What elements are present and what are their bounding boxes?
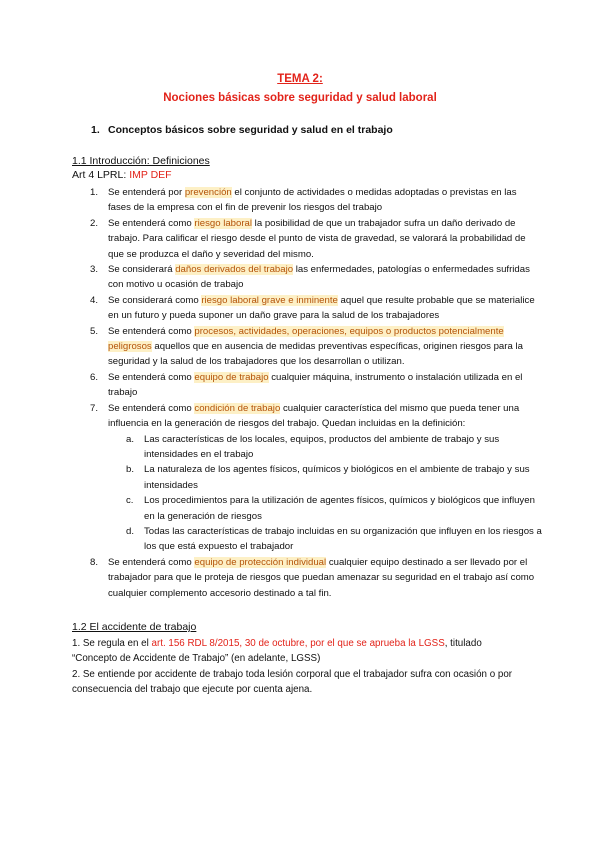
definition-pre: Se entenderá como <box>108 371 195 383</box>
art-line <box>72 169 172 181</box>
definition-text: cualquier característica del mismo que pueda tener una influencia en la generación de riesgos del trabajo. Quedan incluidas en la definición: <box>108 402 520 430</box>
condition-subitem <box>108 524 542 555</box>
definition-pre: Se entenderá como <box>108 217 195 229</box>
definition-term: equipo de trabajo <box>194 371 269 383</box>
definition-text: cualquier máquina, instrumento o instalación utilizada en el trabajo <box>108 371 523 399</box>
definition-number: 6. <box>90 371 99 383</box>
definition-text: aquellos que en ausencia de medidas preventivas específicas, originen riesgos para la seguridad y la salud de los trabajadores que los desarrollan o utilizan. <box>108 341 523 368</box>
intro-heading: 1.1 Introducción: Definiciones <box>72 155 210 167</box>
condition-sublist <box>108 432 542 555</box>
definition-item <box>72 370 542 401</box>
definition-pre: Se entenderá como <box>108 325 195 337</box>
definition-number: 5. <box>90 325 99 337</box>
definition-term: procesos, actividades, operaciones, equipos o productos potencialmente peligrosos <box>108 325 504 353</box>
definition-text: aquel que resulte probable que se materialice en un futuro y pueda suponer un daño grave para la salud de los trabajadores <box>108 294 535 322</box>
definition-item <box>72 262 542 293</box>
definition-number: 1. <box>90 187 99 198</box>
accidente-paragraph-1 <box>72 636 522 667</box>
accidente-body <box>72 636 522 698</box>
p1-pre: 1. Se regula en el <box>72 638 152 649</box>
art-label: Art 4 LPRL: <box>72 169 130 181</box>
definition-number: 7. <box>90 402 99 414</box>
definition-text: cualquier equipo destinado a ser llevado por el trabajador para que le proteja de riesgos que puedan amenazar su seguridad en el trabajo así como cualquier complemento accesorio destinado a tal fin. <box>108 556 535 599</box>
art-tag: IMP DEF <box>129 169 172 181</box>
subitem-letter: c. <box>126 495 134 507</box>
definition-number: 4. <box>90 294 99 306</box>
definition-item <box>72 324 542 370</box>
definition-pre: Se considerará <box>108 264 176 276</box>
definition-text: la posibilidad de que un trabajador sufra un daño derivado de trabajo. Para calificar el riesgo desde el punto de vista de gravedad, se valorará la probabilidad de que se produzca el daño y severidad del mismo. <box>108 217 526 260</box>
definition-pre: Se entenderá por <box>108 187 185 198</box>
subitem-text: Las características de los locales, equipos, productos del ambiente de trabajo y sus intensidades en el trabajo <box>144 433 500 460</box>
p1-post: , titulado “Concepto de Accidente de Trabajo” (en adelante, LGSS) <box>72 638 482 665</box>
definition-text: las enfermedades, patologías o enfermedades sufridas con motivo u ocasión de trabajo <box>108 264 530 291</box>
tema-subtitle: Nociones básicas sobre seguridad y salud laboral <box>163 92 437 104</box>
subitem-text: Todas las características de trabajo incluidas en su organización que influyen en los riesgos a los que está expuesto el trabajador <box>144 525 542 553</box>
definition-term: riesgo laboral <box>194 217 253 229</box>
subitem-text: Los procedimientos para la utilización de agentes físicos, químicos y biológicos que influyen en la generación de riesgos <box>144 495 535 522</box>
subitem-letter: d. <box>126 525 135 537</box>
definition-item <box>72 555 542 601</box>
condition-subitem <box>108 462 542 493</box>
definition-pre: Se entenderá como <box>108 402 195 414</box>
definitions-list <box>72 185 542 601</box>
definition-number: 3. <box>90 264 99 276</box>
accidente-heading: 1.2 El accidente de trabajo <box>72 621 197 633</box>
definition-number: 2. <box>90 217 99 229</box>
definition-number: 8. <box>90 556 99 568</box>
subitem-letter: a. <box>126 433 135 445</box>
definition-pre: Se entenderá como <box>108 556 195 568</box>
condition-subitem <box>108 493 542 524</box>
accidente-paragraph-2: 2. Se entiende por accidente de trabajo toda lesión corporal que el trabajador sufra con ocasión o por consecuencia del trabajo que ejecute por cuenta ajena. <box>72 668 513 696</box>
section-1-number: 1. <box>91 124 100 136</box>
section-1-heading <box>91 124 393 136</box>
definition-item <box>72 293 542 324</box>
definition-term: daños derivados del trabajo <box>175 264 294 276</box>
definition-item <box>72 216 542 262</box>
definition-pre: Se considerará como <box>108 294 202 306</box>
definition-term: equipo de protección individual <box>194 556 327 568</box>
subitem-text: La naturaleza de los agentes físicos, químicos y biológicos en el ambiente de trabajo y sus intensidades <box>144 464 530 491</box>
condition-subitem <box>108 432 542 463</box>
definition-term: prevención <box>184 187 232 198</box>
definition-term: condición de trabajo <box>194 402 281 414</box>
definition-term: riesgo laboral grave e inminente <box>201 294 338 306</box>
definition-text: el conjunto de actividades o medidas adoptadas o previstas en las fases de la empresa con el fin de prevenir los riesgos del trabajo <box>108 187 517 214</box>
legal-reference: art. 156 RDL 8/2015, 30 de octubre, por el que se aprueba la LGSS <box>151 638 445 649</box>
definition-item <box>72 401 542 555</box>
section-1-title: Conceptos básicos sobre seguridad y salud en el trabajo <box>108 124 393 136</box>
subitem-letter: b. <box>126 464 135 476</box>
definition-item <box>72 185 542 216</box>
tema-heading: TEMA 2: <box>277 73 323 85</box>
